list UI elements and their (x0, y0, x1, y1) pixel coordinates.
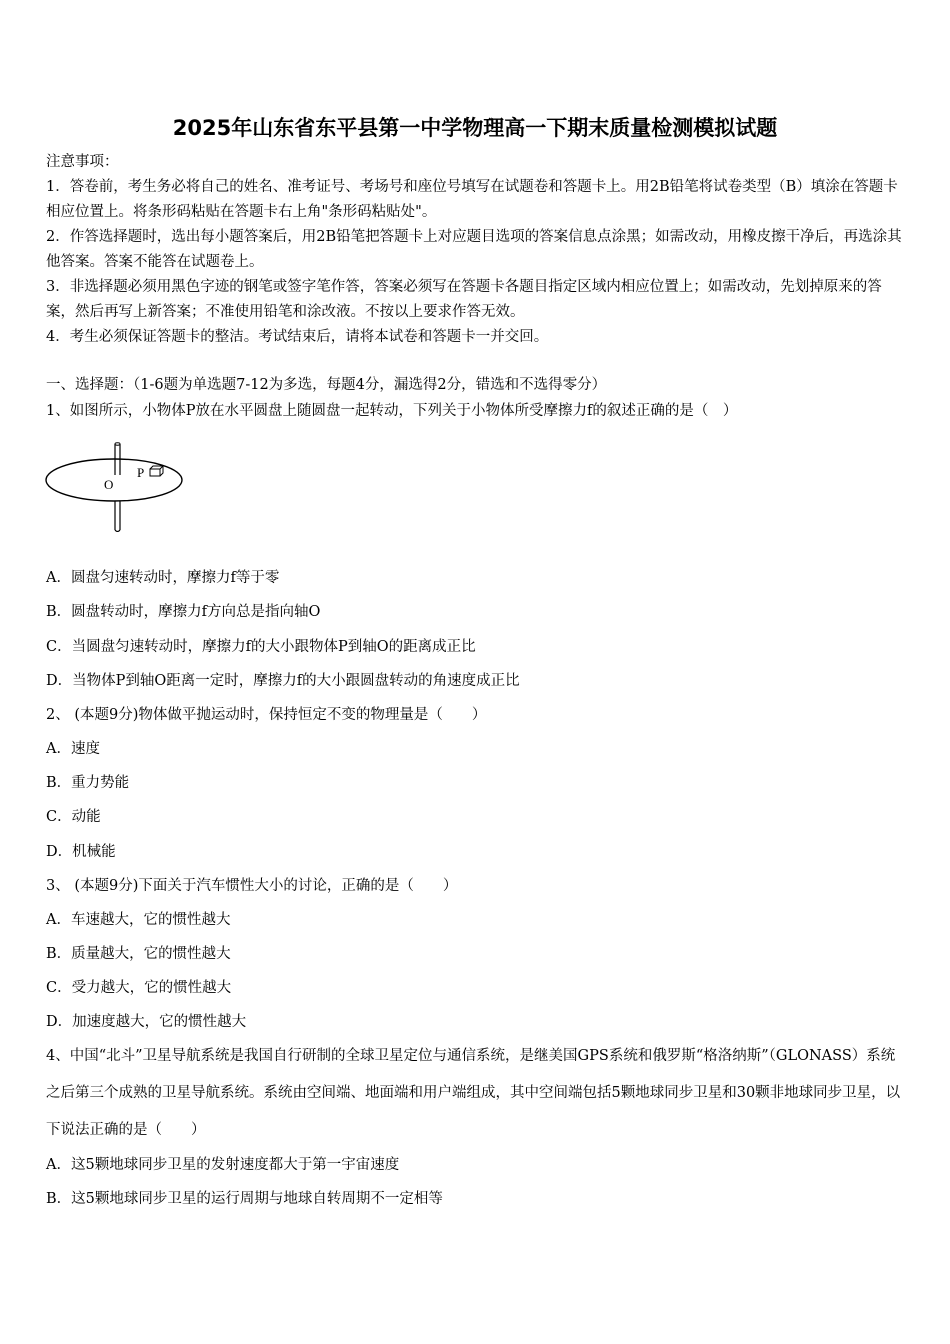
label-o: O (104, 477, 114, 492)
notice-item: 3．非选择题必须用黑色字迹的钢笔或签字笔作答，答案必须写在答题卡各题目指定区域内相应位置上；如需改动，先划掉原来的答案，然后再写上新答案；不准使用铅笔和涂改液。不按以上要求作答无效。 (46, 279, 882, 320)
axis-lower-end (115, 530, 120, 532)
notice-block (46, 150, 908, 350)
notice-heading: 注意事项： (46, 154, 119, 170)
notice-item: 2．作答选择题时，选出每小题答案后，用2B铅笔把答题卡上对应题目选项的答案信息点涂黑；如需改动，用橡皮擦干净后，再选涂其他答案。答案不能答在试题卷上。 (46, 229, 902, 270)
option: A．速度 (46, 741, 100, 757)
block-p (150, 469, 160, 476)
question-stem-block (46, 1038, 908, 1149)
option: C．当圆盘匀速转动时，摩擦力f的大小跟物体P到轴O的距离成正比 (46, 639, 476, 655)
option: A．圆盘匀速转动时，摩擦力f等于零 (46, 570, 280, 586)
option: B．重力势能 (46, 775, 130, 791)
question-stem: 1、如图所示，小物体P放在水平圆盘上随圆盘一起转动，下列关于小物体所受摩擦力f的叙述正确的是（ ） (46, 403, 738, 419)
question-stem: 2、 (本题9分)物体做平抛运动时，保持恒定不变的物理量是（ ） (46, 707, 487, 723)
option: A．车速越大，它的惯性越大 (46, 912, 231, 928)
page-title: 2025年山东省东平县第一中学物理高一下期末质量检测模拟试题 (172, 116, 778, 140)
question-stem: 4、中国“北斗”卫星导航系统是我国自行研制的全球卫星定位与通信系统，是继美国GPS系统和俄罗斯“格洛纳斯”（GLONASS）系统之后第三个成熟的卫星导航系统。系统由空间端、地面端和用户端组成，其中空间端包括5颗地球同步卫星和30颗非地球同步卫星，以下说法正确的是（ ） (46, 1048, 901, 1138)
option: D．加速度越大，它的惯性越大 (46, 1014, 247, 1030)
notice-item: 4．考生必须保证答题卡的整洁。考试结束后，请将本试卷和答题卡一并交回。 (46, 329, 549, 345)
option: C．动能 (46, 809, 101, 825)
option: C．受力越大，它的惯性越大 (46, 980, 232, 996)
section-heading: 一、选择题：（1-6题为单选题7-12为多选，每题4分，漏选得2分，错选和不选得零分） (46, 377, 607, 393)
option: D．机械能 (46, 844, 116, 860)
question-stem: 3、 (本题9分)下面关于汽车惯性大小的讨论，正确的是（ ） (46, 878, 458, 894)
option: D．当物体P到轴O距离一定时，摩擦力f的大小跟圆盘转动的角速度成正比 (46, 673, 520, 689)
disk-ellipse (46, 459, 182, 501)
option: B．圆盘转动时，摩擦力f方向总是指向轴O (46, 604, 321, 620)
axis-top (115, 443, 120, 445)
option: B．质量越大，它的惯性越大 (46, 946, 231, 962)
option: A．这5颗地球同步卫星的发射速度都大于第一宇宙速度 (46, 1157, 400, 1173)
option: B．这5颗地球同步卫星的运行周期与地球自转周期不一定相等 (46, 1191, 443, 1207)
notice-item: 1．答卷前，考生务必将自己的姓名、准考证号、考场号和座位号填写在试题卷和答题卡上。用2B铅笔将试卷类型（B）填涂在答题卡相应位置上。将条形码粘贴在答题卡右上角"条形码粘贴处"。 (46, 179, 898, 220)
rotating-disk-figure (44, 440, 189, 532)
label-p: P (137, 465, 145, 480)
